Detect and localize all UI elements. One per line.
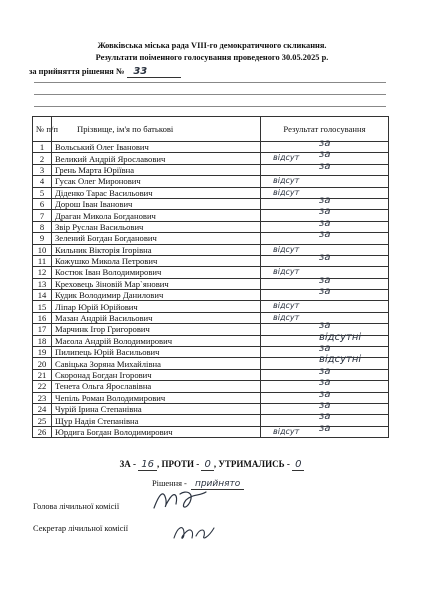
head-of-commission-label: Голова лічильної комісії [33,502,120,511]
table-row [33,392,389,403]
table-row [33,290,389,301]
vote-mark: за [319,160,331,172]
deputy-name: Скоронад Богдан Ігорович [52,369,261,380]
row-number: 21 [33,369,52,380]
absence-note: відсут [273,426,300,436]
vote-cell [261,176,389,187]
table-row [33,233,389,244]
absence-note: відсут [273,312,300,322]
table-row [33,415,389,426]
deputy-name: Кильник Вікторія Ігорівна [52,244,261,255]
header-result: Результат голосування [261,117,389,142]
for-label: ЗА - [119,459,137,469]
decision-line [29,66,181,78]
result-value: прийнято [191,479,244,490]
absence-note: відсут [273,176,300,186]
vote-mark: за [319,365,331,377]
vote-mark: за [319,206,331,218]
table-row [33,278,389,289]
deputy-name: Діденко Тарас Васильович [52,187,261,198]
against-label: ПРОТИ - [161,459,200,469]
abstain-value: 0 [292,459,304,471]
table-row [33,198,389,209]
row-number: 19 [33,347,52,358]
deputy-name: Вольський Олег Іванович [52,142,261,153]
vote-mark: за [319,286,331,298]
blank-line-2 [34,94,386,95]
absence-note: відсут [273,267,300,277]
deputy-name: Драган Микола Богданович [52,210,261,221]
deputy-name: Звір Руслан Васильович [52,221,261,232]
deputy-name: Гусак Олег Миронович [52,176,261,187]
deputy-name: Марчинк Ігор Григорович [52,324,261,335]
vote-cell [261,422,389,437]
deputy-name: Чурій Ірина Степанівна [52,403,261,414]
deputy-name: Зелений Богдан Богданович [52,233,261,244]
absence-note: відсут [273,187,300,197]
row-number: 4 [33,176,52,187]
against-value: 0 [201,459,213,471]
row-number: 5 [33,187,52,198]
table-row [33,164,389,175]
vote-mark: за [319,217,331,229]
vote-mark: за [319,274,331,286]
for-value: 16 [138,459,157,471]
table-row [33,301,389,312]
deputy-name: Великий Андрій Ярославович [52,153,261,164]
vote-mark: відсутні [319,331,362,343]
abstain-label: УТРИМАЛИСЬ - [218,459,290,469]
result-label: Рішення - [152,479,187,488]
header-num: № п/п [33,117,52,142]
deputy-name: Кудик Володимир Данилович [52,290,261,301]
row-number: 1 [33,142,52,153]
row-number: 6 [33,198,52,209]
row-number: 24 [33,403,52,414]
vote-cell [261,229,389,244]
vote-mark: за [319,229,331,241]
header-name: Прізвище, ім'я по батькові [52,117,261,142]
vote-mark: за [319,411,331,423]
row-number: 3 [33,164,52,175]
deputy-name: Грень Марта Юріївна [52,164,261,175]
vote-mark: за [319,149,331,161]
row-number: 26 [33,426,52,437]
vote-mark: за [319,320,331,332]
table-row [33,176,389,187]
row-number: 8 [33,221,52,232]
row-number: 2 [33,153,52,164]
vote-cell [261,160,389,175]
vote-mark: за [319,251,331,263]
vote-cell [261,286,389,301]
table-row [33,221,389,232]
row-number: 11 [33,255,52,266]
row-number: 25 [33,415,52,426]
secretary-signature [170,520,218,544]
row-number: 12 [33,267,52,278]
deputy-name: Ліпар Юрій Юрійович [52,301,261,312]
vote-mark: за [319,399,331,411]
vote-mark: відсутні [319,354,362,366]
table-row [33,210,389,221]
council-title: Жовківська міська рада VIII-го демократичного скликання. [97,41,327,50]
table-row [33,358,389,369]
absence-note: відсут [273,244,300,254]
table-row [33,267,389,278]
table-row [33,403,389,414]
deputy-name: Тенета Ольга Ярославівна [52,381,261,392]
row-number: 9 [33,233,52,244]
secretary-label: Секретар лічильної комісії [33,524,129,533]
deputy-name: Пилипець Юрій Васильович [52,347,261,358]
decision-label: за прийняття рішення № [29,67,125,76]
table-row [33,255,389,266]
table-header-row [33,117,389,142]
decision-number: 33 [127,66,181,78]
deputy-name: Щур Надія Степанівна [52,415,261,426]
table-row [33,142,389,153]
deputy-name: Маєола Андрій Володимирович [52,335,261,346]
table-row [33,153,389,164]
vote-tally: ЗА - 16 , ПРОТИ - 0 , УТРИМАЛИСЬ - 0 [0,457,424,472]
table-row [33,335,389,346]
deputy-name: Юрдига Богдан Володимирович [52,426,261,437]
vote-mark: за [319,194,331,206]
absence-note: відсут [273,153,300,163]
deputy-name: Креховець Зіновій Мар`янович [52,278,261,289]
table-row [33,187,389,198]
row-number: 7 [33,210,52,221]
table-row [33,426,389,437]
deputy-name: Кожушко Микола Петрович [52,255,261,266]
row-number: 18 [33,335,52,346]
row-number: 23 [33,392,52,403]
row-number: 10 [33,244,52,255]
row-number: 17 [33,324,52,335]
row-number: 13 [33,278,52,289]
roll-call-table [32,116,389,438]
row-number: 22 [33,381,52,392]
deputy-name: Чепіль Роман Володимирович [52,392,261,403]
vote-mark: за [319,138,331,149]
vote-mark: за [319,377,331,389]
row-number: 15 [33,301,52,312]
table-row [33,312,389,323]
absence-note: відсут [273,301,300,311]
vote-results-title: Результати поіменного голосування проведеного 30.05.2025 р. [95,53,329,62]
deputy-name: Мазан Андрій Васильович [52,312,261,323]
row-number: 16 [33,312,52,323]
table-row [33,244,389,255]
row-number: 14 [33,290,52,301]
vote-cell [261,251,389,266]
vote-mark: за [319,388,331,400]
vote-mark: за [319,422,331,434]
blank-line-3 [34,106,386,107]
blank-line-1 [34,82,386,83]
vote-mark: за [319,343,331,355]
row-number: 20 [33,358,52,369]
head-signature [150,486,212,516]
deputy-name: Костюк Іван Володимирович [52,267,261,278]
table-row [33,381,389,392]
deputy-name: Савіцька Зоряна Михайлівна [52,358,261,369]
table-row [33,369,389,380]
vote-cell [261,301,389,312]
deputy-name: Дорош Іван Іванович [52,198,261,209]
